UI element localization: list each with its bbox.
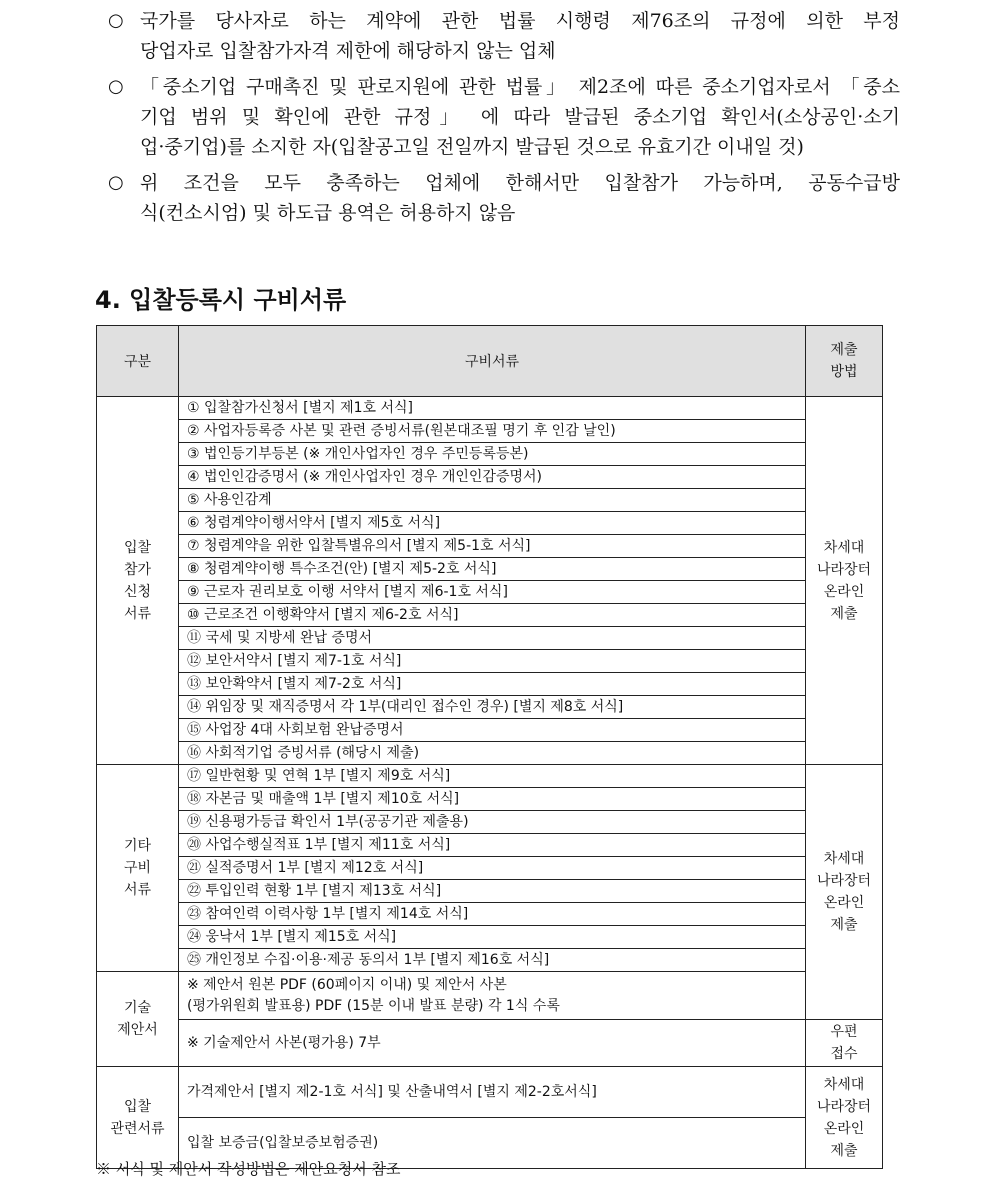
table-row [97,949,883,972]
category-cell: 기술 제안서 [97,972,179,1067]
circle-bullet-icon: ○ [108,172,124,193]
document-item: 입찰 보증금(입찰보증보험증권) [179,1118,806,1169]
footnote: ※ 서식 및 제안서 작성방법은 제안요청서 참조 [96,1160,401,1178]
table-row [97,926,883,949]
table-row [97,880,883,903]
table-row [97,673,883,696]
requirement-item [100,6,900,66]
requirement-item [100,168,900,228]
document-item: ㉑ 실적증명서 1부 [별지 제12호 서식] [179,857,806,880]
table-row [97,581,883,604]
document-item: ⑱ 자본금 및 매출액 1부 [별지 제10호 서식] [179,788,806,811]
document-item: ⑪ 국세 및 지방세 완납 증명서 [179,627,806,650]
document-item: ※ 제안서 원본 PDF (60페이지 이내) 및 제안서 사본 (평가위원회 발표용) PDF (15분 이내 발표 분량) 각 1식 수록 [179,972,806,1020]
document-item: ⑬ 보안확약서 [별지 제7-2호 서식] [179,673,806,696]
table-row [97,811,883,834]
header-category: 구분 [97,326,179,397]
requirements-list [100,6,900,234]
section-title: 4. 입찰등록시 구비서류 [95,286,347,314]
document-item: ② 사업자등록증 사본 및 관련 증빙서류(원본대조필 명기 후 인감 날인) [179,420,806,443]
requirement-line: 위 조건을 모두 충족하는 업체에 한해서만 입찰참가 가능하며, 공동수급방 [140,172,900,194]
table-row [97,742,883,765]
table-row [97,512,883,535]
header-method: 제출 방법 [806,326,883,397]
document-item: ⑮ 사업장 4대 사회보험 완납증명서 [179,719,806,742]
table-row [97,535,883,558]
table-row [97,765,883,788]
table-row [97,420,883,443]
table-row [97,489,883,512]
category-cell: 입찰 관련서류 [97,1067,179,1169]
document-item: ④ 법인인감증명서 (※ 개인사업자인 경우 개인인감증명서) [179,466,806,489]
document-item: ㉔ 웅낙서 1부 [별지 제15호 서식] [179,926,806,949]
table-row [97,650,883,673]
document-item: ③ 법인등기부등본 (※ 개인사업자인 경우 주민등록등본) [179,443,806,466]
method-cell: 우편 접수 [806,1020,883,1067]
document-item: ⑥ 청렴계약이행서약서 [별지 제5호 서식] [179,512,806,535]
requirement-line: 국가를 당사자로 하는 계약에 관한 법률 시행령 제76조의 규정에 의한 부정 [140,10,900,32]
document-item: ⑯ 사회적기업 증빙서류 (해당시 제출) [179,742,806,765]
document-item: ㉕ 개인정보 수집·이용·제공 동의서 1부 [별지 제16호 서식] [179,949,806,972]
document-item: ⑰ 일반현황 및 연혁 1부 [별지 제9호 서식] [179,765,806,788]
header-documents: 구비서류 [179,326,806,397]
table-row [97,627,883,650]
method-cell: 차세대 나라장터 온라인 제출 [806,1067,883,1169]
document-item: ⑫ 보안서약서 [별지 제7-1호 서식] [179,650,806,673]
requirement-line: 「중소기업 구매촉진 및 판로지원에 관한 법률」 제2조에 따른 중소기업자로서 「중소 [140,76,900,98]
table-row [97,788,883,811]
document-item: ⑲ 신용평가등급 확인서 1부(공공기관 제출용) [179,811,806,834]
category-cell: 입찰 참가 신청 서류 [97,397,179,765]
requirement-line: 업·중기업)를 소지한 자(입찰공고일 전일까지 발급된 것으로 유효기간 이내일 것) [140,136,804,158]
document-item: ⑭ 위임장 및 재직증명서 각 1부(대리인 접수인 경우) [별지 제8호 서식] [179,696,806,719]
requirement-line: 식(컨소시엄) 및 하도급 용역은 허용하지 않음 [140,202,516,224]
table-row [97,972,883,1020]
method-cell: 차세대 나라장터 온라인 제출 [806,397,883,765]
table-row [97,604,883,627]
requirement-item [100,72,900,162]
category-cell: 기타 구비 서류 [97,765,179,972]
table-row [97,857,883,880]
table-row [97,719,883,742]
document-item: 가격제안서 [별지 제2-1호 서식] 및 산출내역서 [별지 제2-2호서식] [179,1067,806,1118]
table-row [97,834,883,857]
table-row [97,903,883,926]
circle-bullet-icon: ○ [108,76,124,97]
document-item: ⑤ 사용인감계 [179,489,806,512]
required-documents-table [96,325,883,1169]
document-item: ⑦ 청렴계약을 위한 입찰특별유의서 [별지 제5-1호 서식] [179,535,806,558]
circle-bullet-icon: ○ [108,10,124,31]
document-item: ※ 기술제안서 사본(평가용) 7부 [179,1020,806,1067]
requirement-line: 당업자로 입찰참가자격 제한에 해당하지 않는 업체 [140,40,556,62]
table-row [97,1020,883,1067]
table-row [97,696,883,719]
table-row [97,558,883,581]
table-header-row [97,326,883,397]
table-row [97,466,883,489]
table-row [97,1067,883,1118]
document-item: ⑩ 근로조건 이행확약서 [별지 제6-2호 서식] [179,604,806,627]
table-row [97,397,883,420]
table-row [97,443,883,466]
document-item: ⑧ 청렴계약이행 특수조건(안) [별지 제5-2호 서식] [179,558,806,581]
document-item: ⑨ 근로자 권리보호 이행 서약서 [별지 제6-1호 서식] [179,581,806,604]
document-item: ㉓ 참여인력 이력사항 1부 [별지 제14호 서식] [179,903,806,926]
document-item: ① 입찰참가신청서 [별지 제1호 서식] [179,397,806,420]
requirement-line: 기업 범위 및 확인에 관한 규정」 에 따라 발급된 중소기업 확인서(소상공인·소기 [140,106,900,128]
document-item: ㉒ 투입인력 현황 1부 [별지 제13호 서식] [179,880,806,903]
document-item: ⑳ 사업수행실적표 1부 [별지 제11호 서식] [179,834,806,857]
method-cell: 차세대 나라장터 온라인 제출 [806,765,883,1020]
